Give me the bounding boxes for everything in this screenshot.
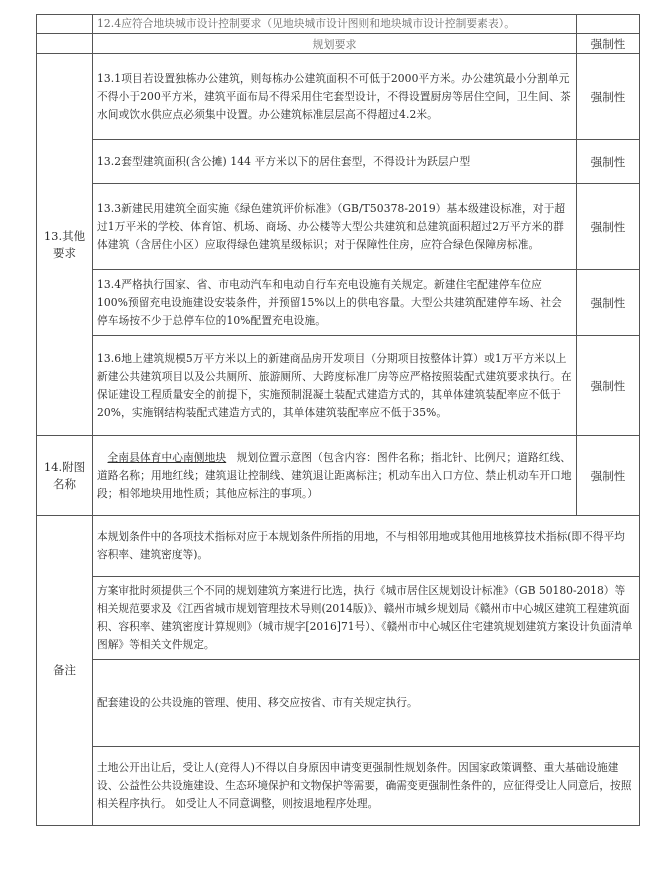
requirement-13-1: 13.1项目若设置独栋办公建筑，则每栋办公建筑面积不可低于2000平方米。办公建筑最小分割单元不得小于200平方米，建筑平面布局不得采用住宅套型设计，不得设置厨房等居住空间，卫生间、茶水间或饮水供应点必须集中设置。办公建筑标准层层高不得超过4.2米。 <box>93 54 577 140</box>
remark-item: 本规划条件中的各项技术指标对应于本规划条件所指的用地，不与相邻用地或其他用地核算技术指标(即不得平均容积率、建筑密度等)。 <box>93 516 639 577</box>
row-12-4 <box>37 15 640 34</box>
header-requirement: 规划要求 <box>93 34 577 54</box>
empty-cell <box>37 15 93 34</box>
planning-conditions-table <box>36 14 640 826</box>
requirement-12-4: 12.4应符合地块城市设计控制要求（见地块城市设计图则和地块城市设计控制要素表）。 <box>93 15 577 34</box>
row-13-6 <box>37 336 640 436</box>
row-13-3 <box>37 184 640 270</box>
site-name: 全南县体育中心南侧地块 <box>107 450 227 464</box>
requirement-14 <box>93 436 577 516</box>
remark-item: 配套建设的公共设施的管理、使用、移交应按省、市有关规定执行。 <box>93 660 639 747</box>
row-14 <box>37 436 640 516</box>
mandatory-13-1: 强制性 <box>577 54 640 140</box>
requirement-13-4: 13.4严格执行国家、省、市电动汽车和电动自行车充电设施有关规定。新建住宅配建停车位应100%预留充电设施建设安装条件，并预留15%以上的供电容量。大型公共建筑配建停车场、社会停车场按不少于总停车位的10%配置充电设施。 <box>93 270 577 336</box>
mandatory-13-3: 强制性 <box>577 184 640 270</box>
header-mandatory: 强制性 <box>577 34 640 54</box>
mandatory-13-6: 强制性 <box>577 336 640 436</box>
requirement-13-2: 13.2套型建筑面积(含公摊) 144 平方米以下的居住套型，不得设计为跃层户型 <box>93 140 577 184</box>
empty-cell <box>577 15 640 34</box>
section-13-label: 13.其他要求 <box>37 54 93 436</box>
planning-conditions-sheet <box>36 14 639 826</box>
requirement-13-3: 13.3新建民用建筑全面实施《绿色建筑评价标准》（GB/T50378-2019）基本级建设标准，对于超过1万平米的学校、体育馆、机场、商场、办公楼等大型公共建筑和总建筑面积超过2万平方米的群体建筑（含居住小区）应取得绿色建筑星级标识；对于保障性住房，应符合绿色保障房标准。 <box>93 184 577 270</box>
requirement-13-6: 13.6地上建筑规模5万平方米以上的新建商品房开发项目（分期项目按整体计算）或1万平方米以上新建公共建筑项目以及公共厕所、旅游厕所、大跨度标准厂房等应严格按照装配式建筑要求执行。在保证建设工程质量安全的前提下，实施预制混凝土装配式建造方式的，其单体建筑装配率应不低于20%，实施钢结构装配式建造方式的，其单体建筑装配率应不低于35%。 <box>93 336 577 436</box>
empty-cell <box>37 34 93 54</box>
remark-item: 方案审批时须提供三个不同的规划建筑方案进行比选，执行《城市居住区规划设计标准》（GB 50180-2018）等相关规范要求及《江西省城市规划管理技术导则(2014版)》、赣州市城乡规划局《赣州市中心城区建筑工程建筑面积、容积率、建筑密度计算规则》（城市规字[2016]71号）、《赣州市中心城区住宅建筑规划建筑方案设计负面清单图解》等相关文件规定。 <box>93 577 639 660</box>
row-13-1 <box>37 54 640 140</box>
remarks-row <box>37 516 640 826</box>
remark-item: 土地公开出让后，受让人(竞得人)不得以自身原因申请变更强制性规划条件。因国家政策调整、重大基础设施建设、公益性公共设施建设、生态环境保护和文物保护等需要，确需变更强制性条件的，应征得受让人同意后，按照相关程序执行。 如受让人不同意调整，则按退地程序处理。 <box>97 761 632 810</box>
section-14-label: 14.附图名称 <box>37 436 93 516</box>
mandatory-14: 强制性 <box>577 436 640 516</box>
mandatory-13-2: 强制性 <box>577 140 640 184</box>
row-13-4 <box>37 270 640 336</box>
header-row <box>37 34 640 54</box>
attachment-description: 规划位置示意图（包含内容：图件名称；指北针、比例尺；道路红线、道路名称；用地红线；建筑退让控制线、建筑退让距离标注；机动车出入口方位、禁止机动车开口地段；相邻地块用地性质；其他应标注的事项。） <box>97 450 572 500</box>
remarks-cell <box>93 516 640 826</box>
row-13-2 <box>37 140 640 184</box>
remarks-label: 备注 <box>37 516 93 826</box>
mandatory-13-4: 强制性 <box>577 270 640 336</box>
